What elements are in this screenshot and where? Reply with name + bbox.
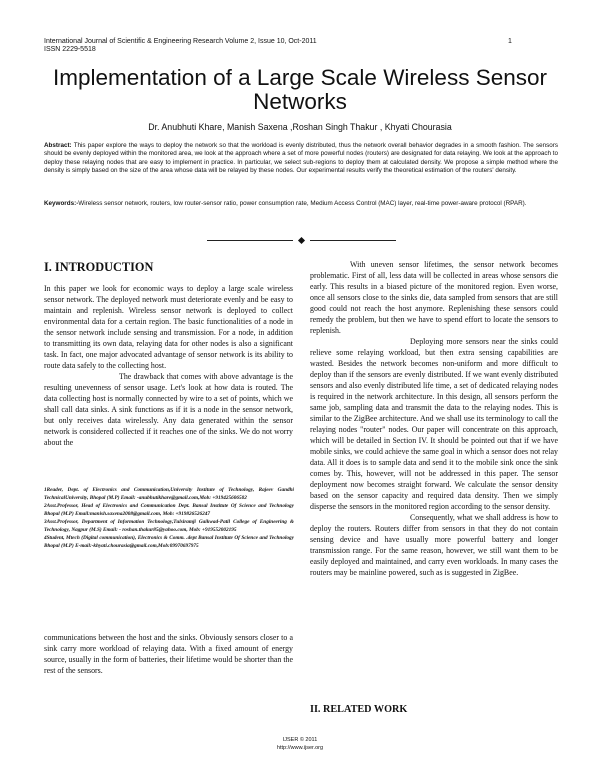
section-heading-introduction: I. INTRODUCTION xyxy=(44,260,154,274)
page-number: 1 xyxy=(508,38,512,45)
keywords xyxy=(44,200,558,208)
right-paragraph-3: Consequently, what we shall address is how to deploy the routers. Routers differ from sensors in that they do not contain sensing device and have usually more powerful battery and longer transmission range. For the same reason, however, we still want them to be easily deployed and maintained, and carry even workloads. In many cases the routers may be mainline powered, such as is suggested in ZigBee. xyxy=(310,513,558,577)
diamond-icon xyxy=(297,236,304,243)
paper-title: Implementation of a Large Scale Wireless Sensor Networks xyxy=(53,65,547,114)
divider-line-left xyxy=(207,240,293,241)
footnote-4: 4Student, Mtech (Digital communication), Electronics & Comm. .dept Bansal Institute Of Science and Technology Bhopal (M.P) E-mail:-khyati.chourasia@gmail.com,Mob:09970697975 xyxy=(44,535,294,549)
abstract xyxy=(44,142,558,176)
footnote-3: 3Asst.Professor, Department of Information Technology,Tulsiramji Gaikwad-Patil College of Engineering & Technology, Nagpur (M.S) Email: - roshan.thakur85@yahoo.com, Mob: +919552002195 xyxy=(44,519,294,533)
footnote-2: 2Asst.Professor, Head of Electronics and Communication Dept. Bansal Institute Of Science and Technology Bhopal (M.P) Email:manish.saxena2008@gmail.com, Mob: +919826526247 xyxy=(44,503,294,517)
footer-url[interactable]: http://www.ijser.org xyxy=(276,745,324,751)
author-list: Dr. Anubhuti Khare, Manish Saxena ,Roshan Singh Thakur , Khyati Chourasia xyxy=(148,122,452,132)
left-column-continuation xyxy=(44,632,293,676)
intro-paragraph-2: The drawback that comes with above advantage is the resulting unevenness of sensor usage. Let's look at how data is routed. The data collecting host is normally connected by wire to a set of points, which we shall call data sinks. A sink functions as if it is a node in the sensor network, but only receives data wirelessly. Any data generated within the sensor network is considered collected if it reaches one of the sinks. We do not worry about the xyxy=(44,372,293,447)
keywords-text: Wireless sensor network, routers, low router-sensor ratio, power consumption rate, Medium Access Control (MAC) layer, real-time power-aware protocol (RPAR). xyxy=(78,200,527,207)
intro-paragraph-1: In this paper we look for economic ways to deploy a large scale wireless sensor network. The deployed network must deteriorate evenly and be easy to maintain and replenish. Wireless sensor network is deployed to collect environmental data for a certain region. The basic functionalities of a node in the sensor network include sensing and transmission. For a node, in addition to transmitting its own data, relaying data for other nodes is also a significant task. In fact, one major advocated advantage of sensor network is its ability to route data safely to the collecting host. xyxy=(44,284,293,370)
author-footnotes xyxy=(44,486,294,550)
footnote-1: 1Reader, Dept. of Electronics and Communication,University Institute of Technology, Rajeev Gandhi TechnicalUniversity, Bhopal (M.P) Email: -anubhutikhare@gmail.com,Mob: +919425606502 xyxy=(44,487,294,501)
intro-paragraph-2-continued: communications between the host and the sinks. Obviously sensors closer to a sink carry more workload of relaying data. With a fixed amount of energy source, usually in the form of batteries, their lifetime would be shorter than the rest of the sensors. xyxy=(44,633,293,675)
right-column-text xyxy=(310,259,558,578)
left-column-text xyxy=(44,283,293,448)
section-divider xyxy=(44,235,558,245)
journal-name: International Journal of Scientific & Engineering Research Volume 2, Issue 10, Oct-2011 xyxy=(44,38,317,45)
journal-header xyxy=(44,38,317,54)
section-heading-related-work: II. RELATED WORK xyxy=(310,704,408,715)
keywords-label: Keywords:- xyxy=(44,200,79,207)
abstract-label: Abstract: xyxy=(44,142,72,149)
footer-copyright: IJSER © 2011 xyxy=(282,737,318,743)
right-paragraph-1: With uneven sensor lifetimes, the sensor network becomes problematic. First of all, less data will be collected in areas whose sensors die early. This results in a biased picture of the monitored region. Even worse, once all sensors close to the sinks die, data sampled from sensors that are still good could not reach the host anymore. Replenishing these sensors could remedy the problem, but then we have to spend effort to locate the sensors to replenish. xyxy=(310,260,558,335)
abstract-text: This paper explore the ways to deploy the network so that the workload is evenly distributed, thus the network overall behavior degrades in a smooth fashion. The sensors should be evenly deployed within the monitored area, we look at the approach where a set of more powerful nodes (routers) are designated for data relaying. We look at the approach to deploy these relaying nodes that are easy to implement in practice. In particular, we select sub-regions to deploy them at calculated density. We propose a simple method where the density is simply based on the size of the area whose data will be relayed by these nodes. Our experimental results verify the theoretical estimation of the routers' density. xyxy=(44,142,558,175)
right-paragraph-2: Deploying more sensors near the sinks could relieve some relaying workload, but then extra sensing capabilities are wasted. Besides the network becomes non-uniform and more difficult to deploy than if the sensors are evenly distributed. If we want evenly distributed sensors and also evenly distributed life time, a set of dedicated relaying nodes is required in the network architecture. In this design, all sensors perform the same job, sampling data and transmit the data to the relaying nodes. This is similar to the ZigBee architecture. And we shall use its terminology to call the relaying nodes "router" nodes. Our paper will concentrate on this approach, which will be detailed in Section IV. It should be pointed out that if we have mobile sinks, we could achieve the same goal in which a sensor does not relay data. All it does is to sample data and send it to the mobile sink once the sink comes by. This, however, will not be addressed in this paper. The sensor deployment now becomes straight forward. We calculate the sensor density based on the sensor capacity and required data density. Then we simply disperse the sensors in the monitored region according to the sensor density. xyxy=(310,337,558,511)
journal-issn: ISSN 2229-5518 xyxy=(44,46,96,53)
divider-line-right xyxy=(310,240,396,241)
page-footer xyxy=(0,736,600,752)
